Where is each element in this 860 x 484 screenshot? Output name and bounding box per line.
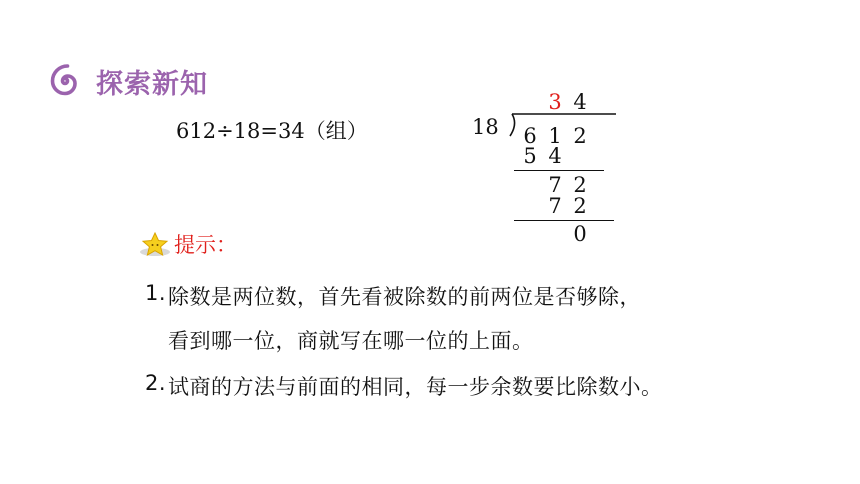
quotient-digit-tens: 3 (548, 90, 562, 114)
step2-product-digit: 7 (548, 194, 562, 218)
dividend-digit: 6 (523, 124, 537, 148)
dividend-digit: 2 (573, 124, 587, 148)
tip-2-line-1: 试商的方法与前面的相同，每一步余数要比除数小。 (168, 375, 663, 399)
tip-1-line-1: 除数是两位数，首先看被除数的前两位是否够除， (168, 285, 641, 309)
step2-product-digit: 2 (573, 194, 587, 218)
division-equation: 612÷18=34（组） (176, 119, 368, 143)
step1-remainder-digit: 2 (573, 173, 587, 197)
subtraction-line (514, 170, 604, 171)
spiral-icon (46, 62, 84, 100)
section-title: 探索新知 (96, 69, 208, 100)
hint-label: 提示： (174, 233, 237, 257)
dividend-digit: 1 (548, 124, 562, 148)
step1-product-digit: 4 (548, 144, 562, 168)
step1-product-digit: 5 (523, 144, 537, 168)
tip-1-line-2: 看到哪一位，商就写在哪一位的上面。 (168, 329, 534, 353)
tip-number: 2. (145, 371, 167, 395)
star-icon (138, 232, 172, 258)
quotient-digit-ones: 4 (573, 90, 587, 114)
subtraction-line (514, 220, 614, 221)
final-remainder: 0 (573, 222, 587, 246)
tip-number: 1. (145, 281, 167, 305)
step1-remainder-digit: 7 (548, 173, 562, 197)
divisor: 18 (472, 115, 499, 139)
